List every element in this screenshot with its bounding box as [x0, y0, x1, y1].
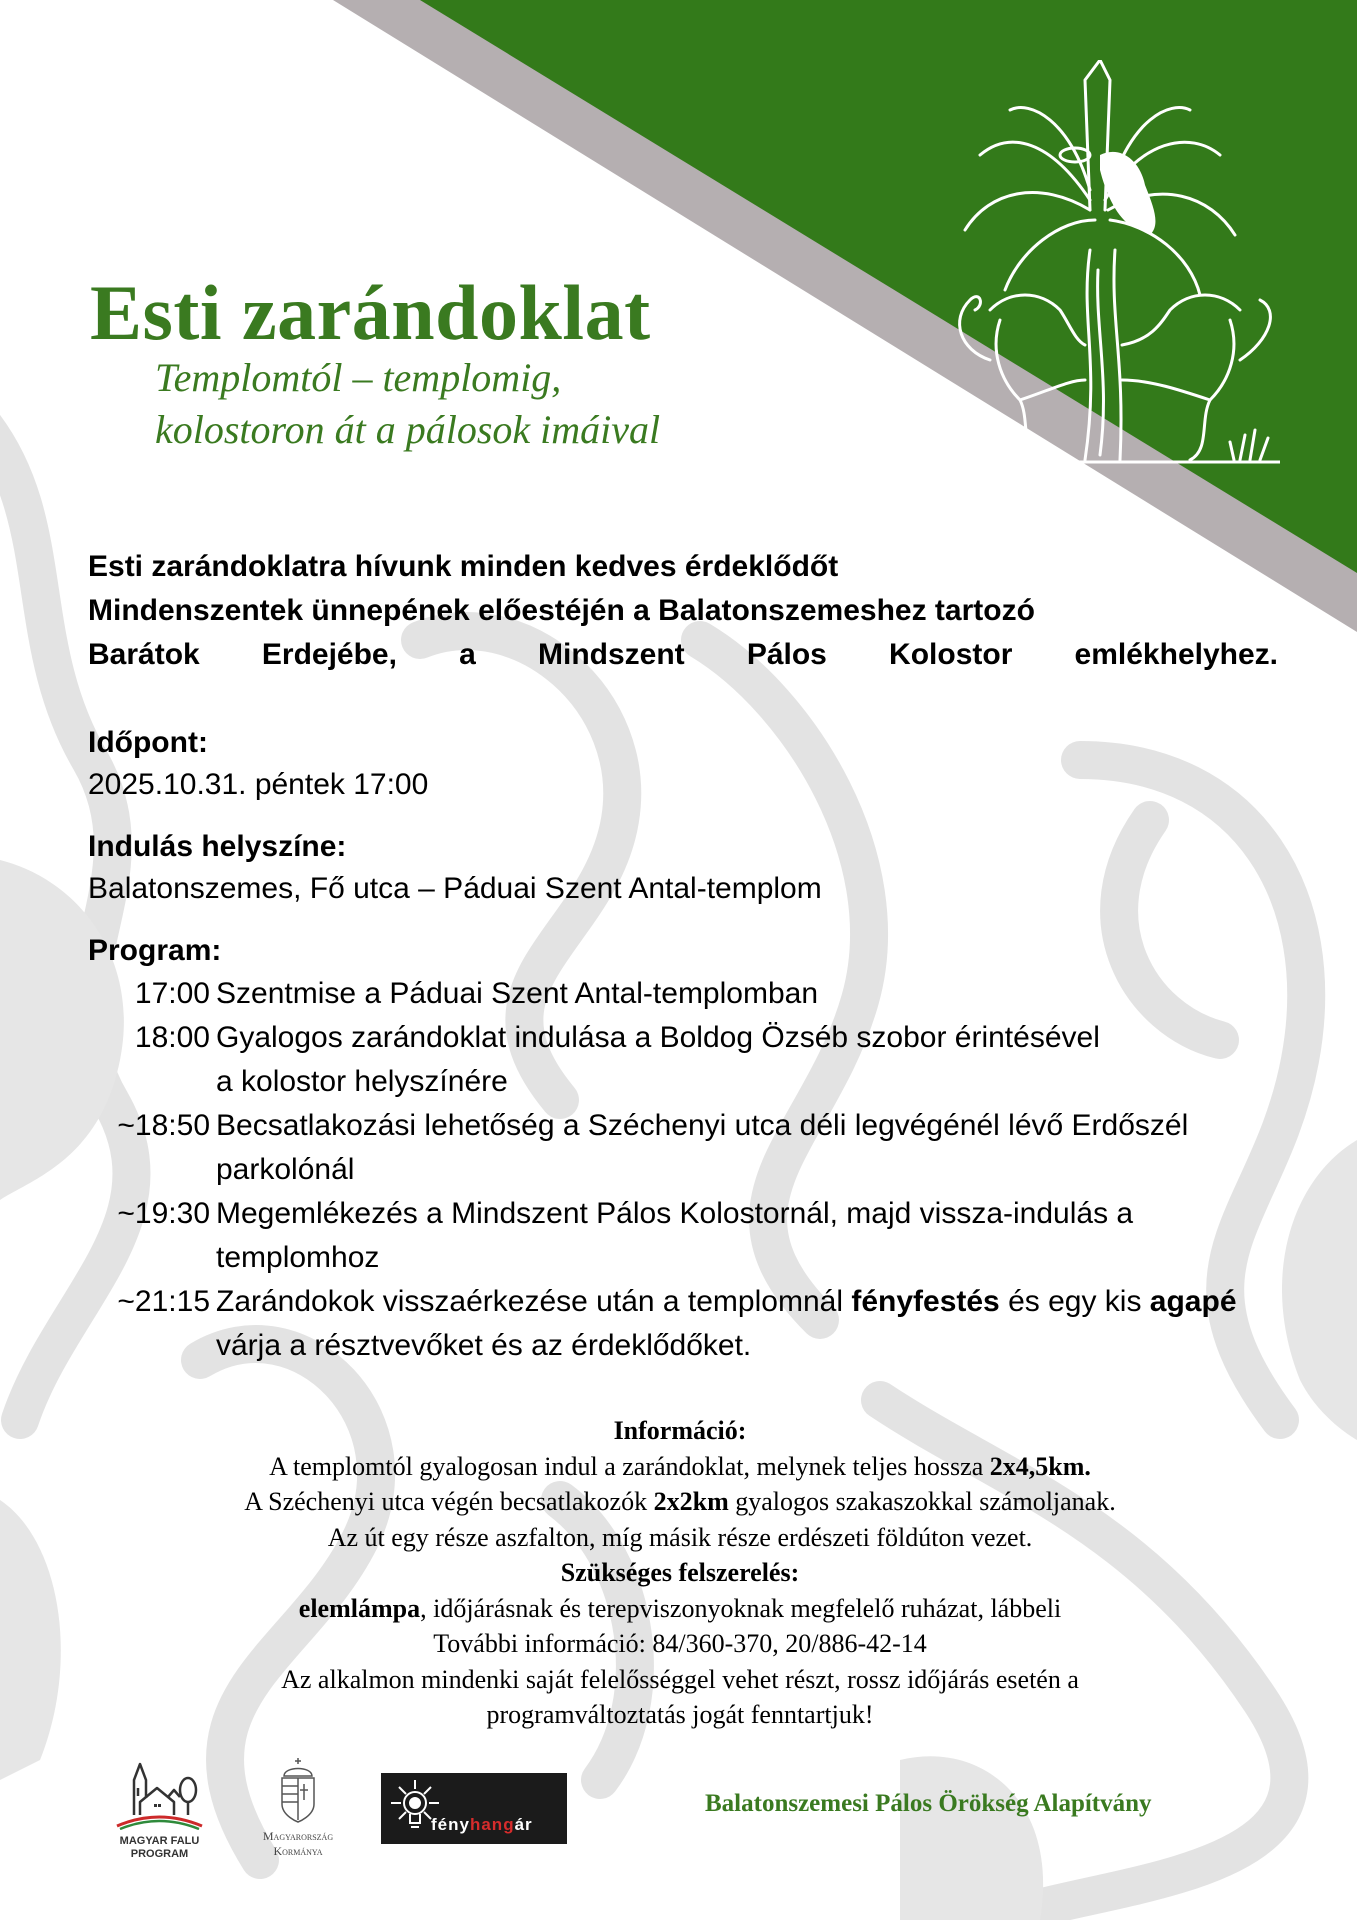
left-lion [996, 320, 1040, 460]
left-lion [990, 295, 1085, 345]
info-line: Az út egy része aszfalton, míg másik része erdészeti földúton vezet. [327, 1522, 1033, 1552]
contact-line: További információ: 84/360-370, 20/886-42-14 [433, 1629, 927, 1658]
palm-frond [1005, 220, 1095, 290]
subtitle-line: kolostoron át a pálosok imáival [155, 407, 661, 452]
program-time: 18:00 [134, 1021, 210, 1054]
intro-line: Mindenszentek ünnepének előestéjén a Balatonszemeshez tartozó [88, 594, 1035, 627]
equipment-heading: Szükséges felszerelés: [560, 1558, 800, 1587]
subtitle [155, 352, 660, 456]
location-heading: Indulás helyszíne: [88, 830, 347, 863]
grass-tuft [1230, 430, 1268, 460]
info-line: A templomtól gyalogosan indul a zarándoklat, melynek teljes hossza 2x4,5km. [269, 1451, 1091, 1481]
fenyhangar-logo [381, 1773, 567, 1844]
logo2-line: Magyarország [262, 1829, 334, 1843]
intro-line: Esti zarándoklatra hívunk minden kedves érdeklődőt [88, 550, 839, 583]
raven [1100, 152, 1155, 235]
equipment-line: elemlámpa, időjárásnak és terepviszonyoknak megfelelő ruházat, lábbeli [298, 1593, 1062, 1623]
disclaimer-line: Az alkalmon mindenki saját felelősséggel vehet részt, rossz időjárás esetén a [281, 1664, 1079, 1694]
info-block [100, 1413, 1260, 1733]
page-title: Esti zarándoklat [90, 269, 651, 356]
palm-trunk [1085, 250, 1091, 460]
palm-trunk [1098, 270, 1104, 455]
program-heading: Program: [88, 934, 222, 967]
coat-of-arms-icon [238, 1756, 358, 1824]
right-lion [1190, 320, 1234, 460]
program-time: ~19:30 [117, 1197, 210, 1230]
info-heading: Információ: [613, 1416, 747, 1445]
program-text: Zarándokok visszaérkezése után a templomnál fényfestés és egy kis agapé várja a résztvevőket és az érdeklődőket. [216, 1285, 1237, 1362]
program-text: Szentmise a Páduai Szent Antal-templomban [216, 977, 819, 1010]
location-value: Balatonszemes, Fő utca – Páduai Szent Antal-templom [88, 872, 822, 905]
program-item [88, 1280, 1266, 1368]
intro-line: Barátok Erdejébe, a Mindszent Pálos Kolostor emlékhelyhez. [88, 638, 1278, 671]
program-heading-wrap [88, 930, 221, 972]
watermark-shape [1282, 1140, 1357, 1440]
watermark-shape [900, 1756, 1043, 1920]
program-time: 17:00 [134, 977, 210, 1010]
time-value: 2025.10.31. péntek 17:00 [88, 768, 429, 801]
village-church-icon [112, 1760, 207, 1830]
logo1-line: PROGRAM [130, 1848, 189, 1860]
program-time: ~21:15 [117, 1285, 210, 1318]
program-time: ~18:50 [117, 1109, 210, 1142]
highlight-agape: agapé [1149, 1285, 1237, 1318]
program-text: Becsatlakozási lehetőség a Széchenyi utca déli legvégénél lévő Erdőszél parkolónál [216, 1109, 1189, 1186]
program-text: Gyalogos zarándoklat indulása a Boldog Özséb szobor érintésével a kolostor helyszínére [216, 1021, 1100, 1098]
palm-frond [1110, 220, 1200, 295]
highlight-fenyfestes: fényfestés [851, 1285, 1000, 1318]
right-lion [1122, 380, 1210, 400]
left-lion [1020, 380, 1085, 400]
location-section [88, 826, 822, 910]
program-item [88, 1016, 1266, 1104]
fenyhangar-wordmark: fényhangár [431, 1815, 533, 1834]
program-text: Megemlékezés a Mindszent Pálos Kolostornál, majd vissza-indulás a templomhoz [216, 1197, 1134, 1274]
program-item [88, 1104, 1266, 1192]
right-lion [1240, 300, 1270, 360]
time-section [88, 722, 428, 806]
intro-paragraph [88, 545, 1278, 677]
logo1-line: MAGYAR FALU [119, 1835, 200, 1847]
palm-trunk [1114, 250, 1121, 460]
time-heading: Időpont: [88, 726, 208, 759]
program-item [88, 972, 1266, 1016]
logo2-line: Kormánya [273, 1844, 323, 1858]
program-list [88, 972, 1266, 1368]
foundation-name: Balatonszemesi Pálos Örökség Alapítvány [705, 1790, 1152, 1817]
magyarorszag-kormanya-logo [238, 1756, 358, 1868]
info-line: A Széchenyi utca végén becsatlakozók 2x2km gyalogos szakaszokkal számoljanak. [244, 1487, 1116, 1516]
subtitle-line: Templomtól – templomig, [155, 355, 562, 400]
palm-tree-raven-lions-emblem [950, 60, 1280, 470]
program-item [88, 1192, 1266, 1280]
magyar-falu-program-logo [112, 1760, 207, 1865]
right-lion [1122, 295, 1240, 345]
disclaimer-line: programváltoztatás jogát fenntartjuk! [486, 1700, 874, 1729]
watermark-shape [0, 1500, 61, 1780]
left-lion [960, 297, 990, 360]
